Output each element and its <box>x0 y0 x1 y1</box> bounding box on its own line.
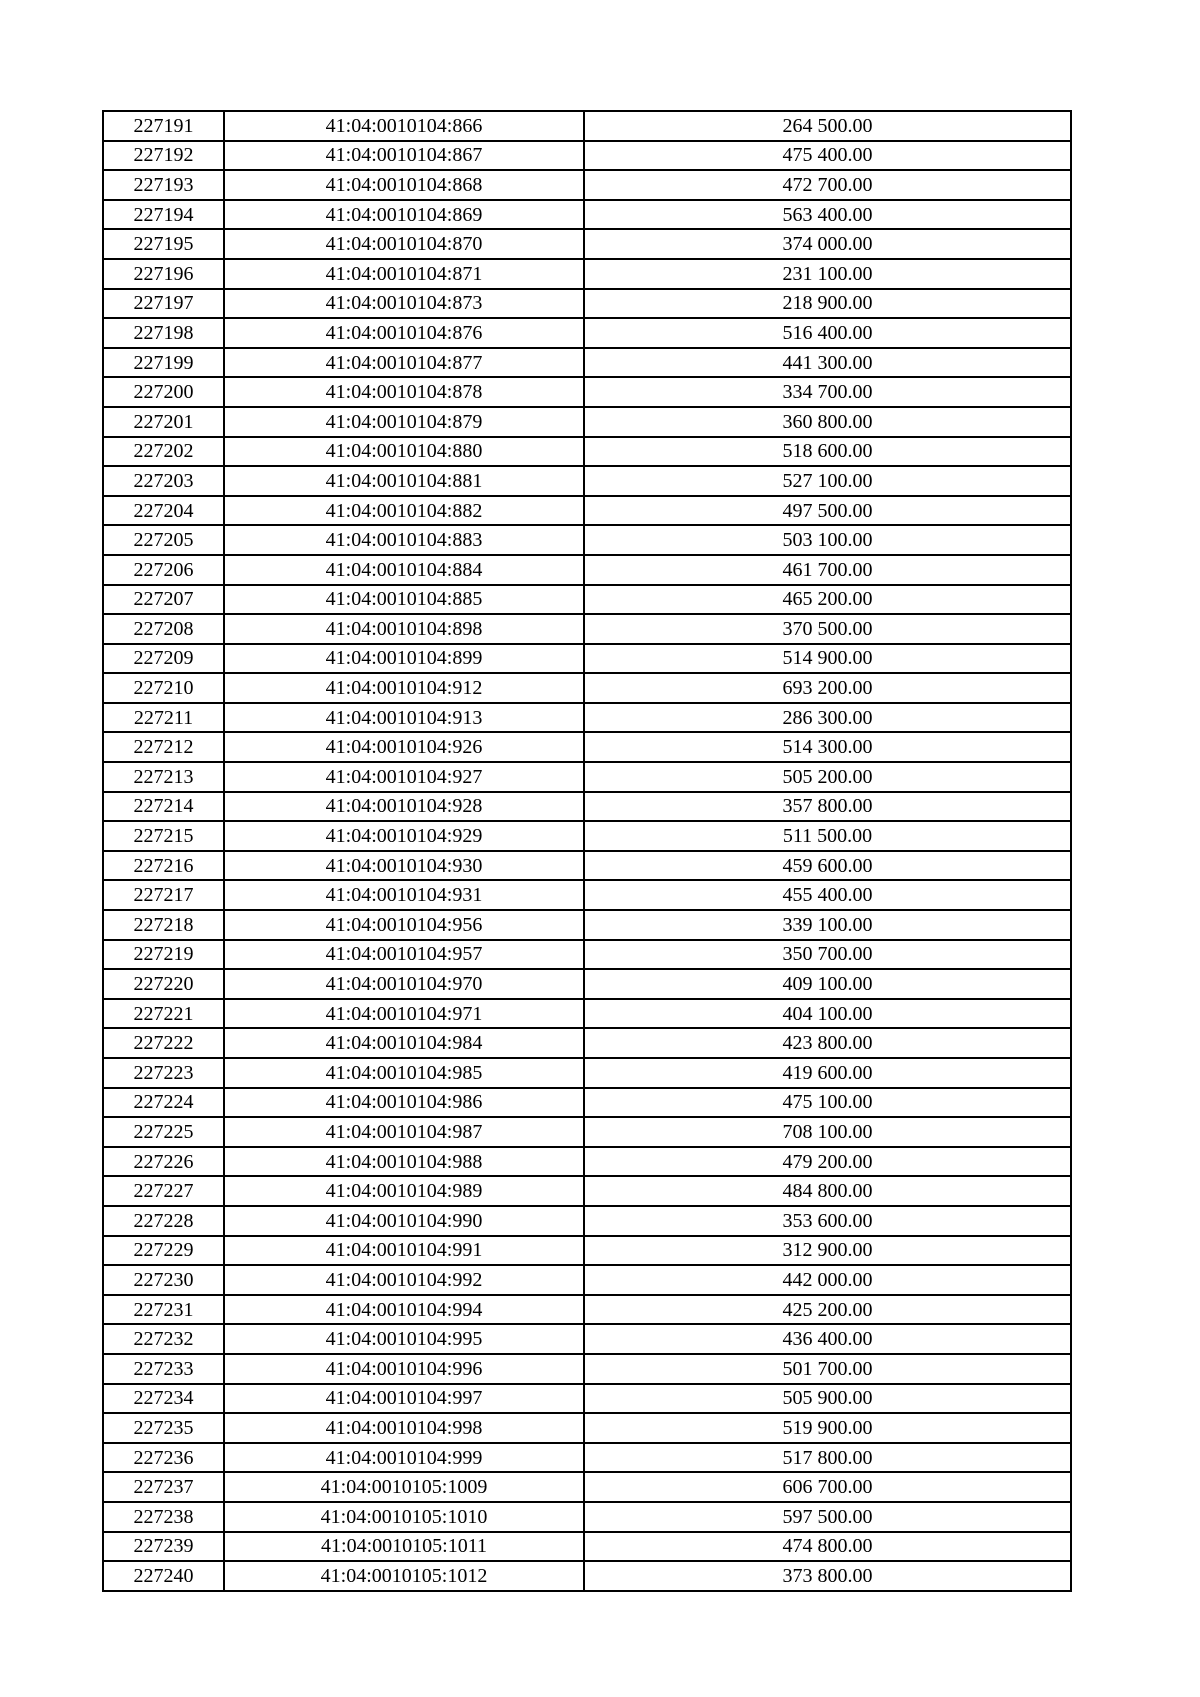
row-number-cell: 227206 <box>103 555 224 585</box>
cadastral-value-cell: 350 700.00 <box>584 940 1071 970</box>
table-row <box>103 170 1071 200</box>
cadastral-number-cell: 41:04:0010104:986 <box>224 1088 584 1118</box>
table-row <box>103 969 1071 999</box>
table-row <box>103 555 1071 585</box>
cadastral-value-cell: 312 900.00 <box>584 1236 1071 1266</box>
cadastral-value-cell: 472 700.00 <box>584 170 1071 200</box>
table-row <box>103 585 1071 615</box>
row-number-cell: 227221 <box>103 999 224 1029</box>
row-number-cell: 227211 <box>103 703 224 733</box>
cadastral-number-cell: 41:04:0010105:1011 <box>224 1532 584 1562</box>
cadastral-value-cell: 264 500.00 <box>584 111 1071 141</box>
row-number-cell: 227210 <box>103 673 224 703</box>
row-number-cell: 227201 <box>103 407 224 437</box>
table-row <box>103 1236 1071 1266</box>
row-number-cell: 227198 <box>103 318 224 348</box>
cadastral-value-cell: 501 700.00 <box>584 1354 1071 1384</box>
cadastral-number-cell: 41:04:0010104:991 <box>224 1236 584 1266</box>
cadastral-value-cell: 484 800.00 <box>584 1176 1071 1206</box>
table-row <box>103 1354 1071 1384</box>
row-number-cell: 227207 <box>103 585 224 615</box>
cadastral-number-cell: 41:04:0010104:987 <box>224 1117 584 1147</box>
table-row <box>103 644 1071 674</box>
cadastral-number-cell: 41:04:0010104:929 <box>224 821 584 851</box>
cadastral-value-cell: 423 800.00 <box>584 1028 1071 1058</box>
cadastral-number-cell: 41:04:0010104:992 <box>224 1265 584 1295</box>
table-row <box>103 111 1071 141</box>
cadastral-value-cell: 475 400.00 <box>584 141 1071 171</box>
row-number-cell: 227217 <box>103 880 224 910</box>
cadastral-number-cell: 41:04:0010104:995 <box>224 1324 584 1354</box>
table-row <box>103 821 1071 851</box>
cadastral-value-cell: 475 100.00 <box>584 1088 1071 1118</box>
cadastral-value-cell: 459 600.00 <box>584 851 1071 881</box>
row-number-cell: 227203 <box>103 466 224 496</box>
cadastral-value-cell: 231 100.00 <box>584 259 1071 289</box>
cadastral-value-cell: 518 600.00 <box>584 437 1071 467</box>
cadastral-number-cell: 41:04:0010104:880 <box>224 437 584 467</box>
cadastral-number-cell: 41:04:0010104:984 <box>224 1028 584 1058</box>
cadastral-number-cell: 41:04:0010104:990 <box>224 1206 584 1236</box>
cadastral-value-cell: 505 200.00 <box>584 762 1071 792</box>
cadastral-number-cell: 41:04:0010104:913 <box>224 703 584 733</box>
table-row <box>103 1413 1071 1443</box>
cadastral-value-cell: 597 500.00 <box>584 1502 1071 1532</box>
table-row <box>103 614 1071 644</box>
row-number-cell: 227194 <box>103 200 224 230</box>
cadastral-number-cell: 41:04:0010104:926 <box>224 732 584 762</box>
table-row <box>103 496 1071 526</box>
row-number-cell: 227223 <box>103 1058 224 1088</box>
row-number-cell: 227233 <box>103 1354 224 1384</box>
cadastral-number-cell: 41:04:0010104:927 <box>224 762 584 792</box>
row-number-cell: 227212 <box>103 732 224 762</box>
cadastral-value-cell: 527 100.00 <box>584 466 1071 496</box>
cadastral-number-cell: 41:04:0010104:985 <box>224 1058 584 1088</box>
table-row <box>103 910 1071 940</box>
cadastral-number-cell: 41:04:0010104:899 <box>224 644 584 674</box>
cadastral-value-cell: 516 400.00 <box>584 318 1071 348</box>
row-number-cell: 227208 <box>103 614 224 644</box>
cadastral-number-cell: 41:04:0010104:999 <box>224 1443 584 1473</box>
row-number-cell: 227236 <box>103 1443 224 1473</box>
cadastral-number-cell: 41:04:0010105:1010 <box>224 1502 584 1532</box>
table-row <box>103 141 1071 171</box>
cadastral-value-cell: 514 900.00 <box>584 644 1071 674</box>
cadastral-value-cell: 606 700.00 <box>584 1472 1071 1502</box>
cadastral-value-cell: 357 800.00 <box>584 792 1071 822</box>
cadastral-value-cell: 519 900.00 <box>584 1413 1071 1443</box>
row-number-cell: 227214 <box>103 792 224 822</box>
cadastral-value-cell: 517 800.00 <box>584 1443 1071 1473</box>
row-number-cell: 227197 <box>103 289 224 319</box>
table-row <box>103 762 1071 792</box>
row-number-cell: 227226 <box>103 1147 224 1177</box>
cadastral-number-cell: 41:04:0010104:879 <box>224 407 584 437</box>
cadastral-number-cell: 41:04:0010104:871 <box>224 259 584 289</box>
table-row <box>103 792 1071 822</box>
table-row <box>103 1147 1071 1177</box>
table-row <box>103 407 1071 437</box>
table-row <box>103 1117 1071 1147</box>
cadastral-value-cell: 503 100.00 <box>584 525 1071 555</box>
cadastral-number-cell: 41:04:0010104:877 <box>224 348 584 378</box>
cadastral-number-cell: 41:04:0010104:988 <box>224 1147 584 1177</box>
row-number-cell: 227224 <box>103 1088 224 1118</box>
cadastral-value-cell: 708 100.00 <box>584 1117 1071 1147</box>
table-row <box>103 1206 1071 1236</box>
cadastral-value-cell: 370 500.00 <box>584 614 1071 644</box>
table-row <box>103 703 1071 733</box>
table-row <box>103 525 1071 555</box>
row-number-cell: 227232 <box>103 1324 224 1354</box>
cadastral-value-cell: 442 000.00 <box>584 1265 1071 1295</box>
cadastral-value-cell: 511 500.00 <box>584 821 1071 851</box>
cadastral-value-cell: 505 900.00 <box>584 1384 1071 1414</box>
table-row <box>103 1295 1071 1325</box>
table-row <box>103 732 1071 762</box>
cadastral-value-cell: 353 600.00 <box>584 1206 1071 1236</box>
cadastral-number-cell: 41:04:0010104:876 <box>224 318 584 348</box>
cadastral-number-cell: 41:04:0010104:997 <box>224 1384 584 1414</box>
table-row <box>103 880 1071 910</box>
row-number-cell: 227215 <box>103 821 224 851</box>
cadastral-number-cell: 41:04:0010104:868 <box>224 170 584 200</box>
cadastral-value-cell: 497 500.00 <box>584 496 1071 526</box>
row-number-cell: 227230 <box>103 1265 224 1295</box>
table-row <box>103 229 1071 259</box>
table-row <box>103 1472 1071 1502</box>
cadastral-value-cell: 465 200.00 <box>584 585 1071 615</box>
cadastral-value-cell: 693 200.00 <box>584 673 1071 703</box>
row-number-cell: 227200 <box>103 377 224 407</box>
row-number-cell: 227231 <box>103 1295 224 1325</box>
cadastral-value-cell: 374 000.00 <box>584 229 1071 259</box>
cadastral-number-cell: 41:04:0010105:1009 <box>224 1472 584 1502</box>
row-number-cell: 227234 <box>103 1384 224 1414</box>
cadastral-value-cell: 334 700.00 <box>584 377 1071 407</box>
table-row <box>103 348 1071 378</box>
cadastral-number-cell: 41:04:0010104:989 <box>224 1176 584 1206</box>
cadastral-value-table <box>102 110 1072 1592</box>
row-number-cell: 227228 <box>103 1206 224 1236</box>
row-number-cell: 227227 <box>103 1176 224 1206</box>
table-row <box>103 1324 1071 1354</box>
table-body <box>103 111 1071 1591</box>
row-number-cell: 227219 <box>103 940 224 970</box>
table-row <box>103 999 1071 1029</box>
cadastral-value-cell: 339 100.00 <box>584 910 1071 940</box>
table-row <box>103 259 1071 289</box>
table-row <box>103 377 1071 407</box>
cadastral-number-cell: 41:04:0010104:998 <box>224 1413 584 1443</box>
cadastral-value-cell: 425 200.00 <box>584 1295 1071 1325</box>
cadastral-value-cell: 455 400.00 <box>584 880 1071 910</box>
cadastral-number-cell: 41:04:0010104:885 <box>224 585 584 615</box>
table-row <box>103 1502 1071 1532</box>
row-number-cell: 227196 <box>103 259 224 289</box>
cadastral-number-cell: 41:04:0010104:994 <box>224 1295 584 1325</box>
table-row <box>103 673 1071 703</box>
row-number-cell: 227205 <box>103 525 224 555</box>
row-number-cell: 227199 <box>103 348 224 378</box>
row-number-cell: 227192 <box>103 141 224 171</box>
table-row <box>103 466 1071 496</box>
cadastral-number-cell: 41:04:0010104:912 <box>224 673 584 703</box>
cadastral-value-cell: 474 800.00 <box>584 1532 1071 1562</box>
cadastral-value-cell: 360 800.00 <box>584 407 1071 437</box>
cadastral-value-cell: 419 600.00 <box>584 1058 1071 1088</box>
table-row <box>103 1058 1071 1088</box>
row-number-cell: 227225 <box>103 1117 224 1147</box>
cadastral-number-cell: 41:04:0010104:956 <box>224 910 584 940</box>
cadastral-number-cell: 41:04:0010104:883 <box>224 525 584 555</box>
cadastral-number-cell: 41:04:0010104:931 <box>224 880 584 910</box>
cadastral-number-cell: 41:04:0010104:884 <box>224 555 584 585</box>
table-row <box>103 1384 1071 1414</box>
cadastral-number-cell: 41:04:0010104:970 <box>224 969 584 999</box>
table-row <box>103 1028 1071 1058</box>
table-row <box>103 1561 1071 1591</box>
cadastral-value-cell: 563 400.00 <box>584 200 1071 230</box>
row-number-cell: 227222 <box>103 1028 224 1058</box>
cadastral-value-cell: 286 300.00 <box>584 703 1071 733</box>
table-row <box>103 289 1071 319</box>
row-number-cell: 227237 <box>103 1472 224 1502</box>
cadastral-number-cell: 41:04:0010104:867 <box>224 141 584 171</box>
cadastral-number-cell: 41:04:0010104:866 <box>224 111 584 141</box>
row-number-cell: 227216 <box>103 851 224 881</box>
cadastral-value-cell: 441 300.00 <box>584 348 1071 378</box>
table-row <box>103 1176 1071 1206</box>
cadastral-value-cell: 436 400.00 <box>584 1324 1071 1354</box>
cadastral-value-cell: 461 700.00 <box>584 555 1071 585</box>
cadastral-value-cell: 404 100.00 <box>584 999 1071 1029</box>
row-number-cell: 227213 <box>103 762 224 792</box>
table-row <box>103 318 1071 348</box>
cadastral-number-cell: 41:04:0010105:1012 <box>224 1561 584 1591</box>
cadastral-number-cell: 41:04:0010104:971 <box>224 999 584 1029</box>
table-row <box>103 1443 1071 1473</box>
table-row <box>103 851 1071 881</box>
row-number-cell: 227240 <box>103 1561 224 1591</box>
cadastral-number-cell: 41:04:0010104:996 <box>224 1354 584 1384</box>
row-number-cell: 227204 <box>103 496 224 526</box>
row-number-cell: 227220 <box>103 969 224 999</box>
row-number-cell: 227209 <box>103 644 224 674</box>
cadastral-number-cell: 41:04:0010104:881 <box>224 466 584 496</box>
row-number-cell: 227202 <box>103 437 224 467</box>
cadastral-number-cell: 41:04:0010104:930 <box>224 851 584 881</box>
table-row <box>103 200 1071 230</box>
row-number-cell: 227193 <box>103 170 224 200</box>
cadastral-number-cell: 41:04:0010104:873 <box>224 289 584 319</box>
cadastral-value-cell: 373 800.00 <box>584 1561 1071 1591</box>
row-number-cell: 227195 <box>103 229 224 259</box>
row-number-cell: 227239 <box>103 1532 224 1562</box>
cadastral-number-cell: 41:04:0010104:882 <box>224 496 584 526</box>
cadastral-value-cell: 218 900.00 <box>584 289 1071 319</box>
row-number-cell: 227229 <box>103 1236 224 1266</box>
cadastral-value-cell: 409 100.00 <box>584 969 1071 999</box>
table-row <box>103 1265 1071 1295</box>
cadastral-value-cell: 479 200.00 <box>584 1147 1071 1177</box>
cadastral-number-cell: 41:04:0010104:878 <box>224 377 584 407</box>
cadastral-number-cell: 41:04:0010104:869 <box>224 200 584 230</box>
row-number-cell: 227191 <box>103 111 224 141</box>
row-number-cell: 227235 <box>103 1413 224 1443</box>
table-row <box>103 1088 1071 1118</box>
table-row <box>103 437 1071 467</box>
cadastral-number-cell: 41:04:0010104:957 <box>224 940 584 970</box>
cadastral-number-cell: 41:04:0010104:898 <box>224 614 584 644</box>
cadastral-value-cell: 514 300.00 <box>584 732 1071 762</box>
row-number-cell: 227238 <box>103 1502 224 1532</box>
cadastral-number-cell: 41:04:0010104:870 <box>224 229 584 259</box>
table-row <box>103 1532 1071 1562</box>
cadastral-number-cell: 41:04:0010104:928 <box>224 792 584 822</box>
row-number-cell: 227218 <box>103 910 224 940</box>
table-row <box>103 940 1071 970</box>
